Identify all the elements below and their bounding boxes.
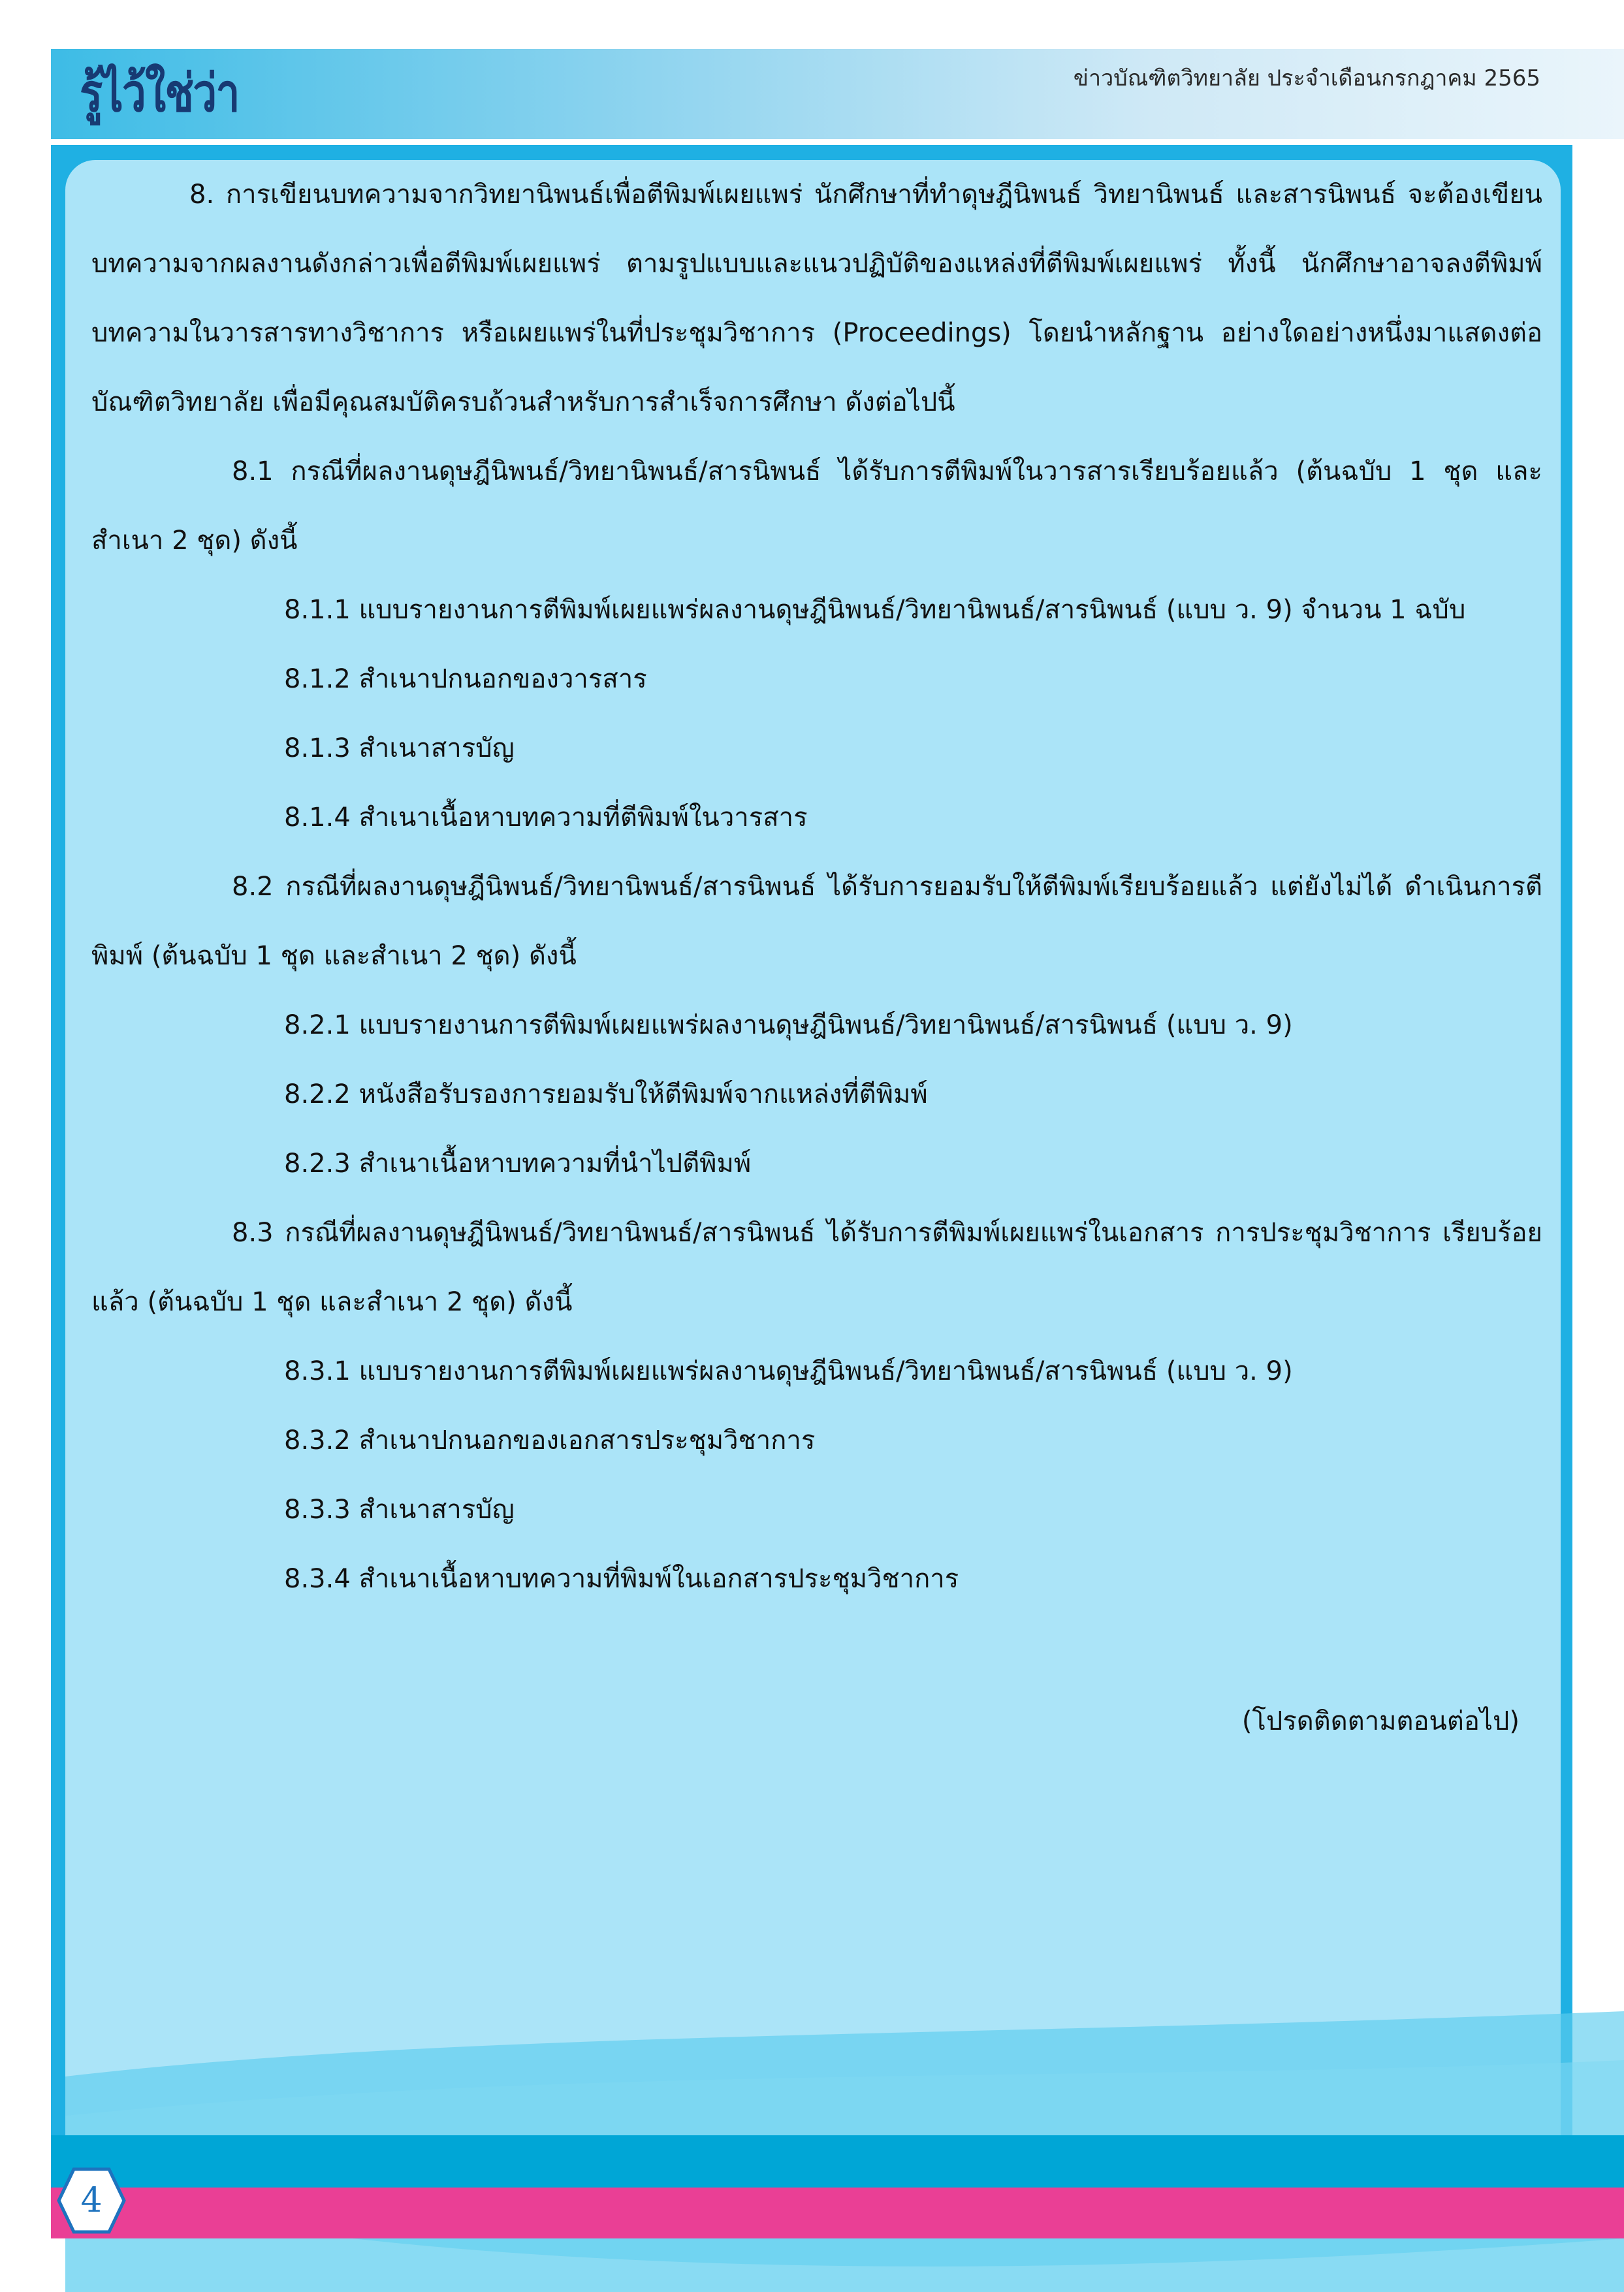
list-item-8-2-3: 8.2.3 สำเนาเนื้อหาบทความที่นำไปตีพิมพ์: [284, 1149, 752, 1179]
list-item-8-3-2: 8.3.2 สำเนาปกนอกของเอกสารประชุมวิชาการ: [284, 1425, 816, 1456]
list-item-8-3-4: 8.3.4 สำเนาเนื้อหาบทความที่พิมพ์ในเอกสารประชุมวิชาการ: [284, 1564, 959, 1594]
article-body: [91, 160, 1542, 1614]
section-title: รู้ไว้ใช่ว่า: [80, 63, 239, 123]
newsletter-issue-line: ข่าวบัณฑิตวิทยาลัย ประจำเดือนกรกฎาคม 2565: [1073, 65, 1540, 91]
paragraph-8-2: 8.2 กรณีที่ผลงานดุษฎีนิพนธ์/วิทยานิพนธ์/สารนิพนธ์ ได้รับการยอมรับให้ตีพิมพ์เรียบร้อยแล้ว แต่ยังไม่ได้ ดำเนินการตีพิมพ์ (ต้นฉบับ 1 ชุด และสำเนา 2 ชุด) ดังนี้: [91, 872, 1542, 971]
paragraph-8: 8. การเขียนบทความจากวิทยานิพนธ์เพื่อตีพิมพ์เผยแพร่ นักศึกษาที่ทำดุษฎีนิพนธ์ วิทยานิพนธ์ และสารนิพนธ์ จะต้องเขียนบทความจากผลงานดังกล่าวเพื่อตีพิมพ์เผยแพร่ ตามรูปแบบและแนวปฏิบัติของแหล่งที่ตีพิมพ์เผยแพร่ ทั้งนี้ นักศึกษาอาจลงตีพิมพ์บทความในวารสารทางวิชาการ หรือเผยแพร่ในที่ประชุมวิชาการ (Proceedings) โดยนำหลักฐาน อย่างใดอย่างหนึ่งมาแสดงต่อบัณฑิตวิทยาลัย เพื่อมีคุณสมบัติครบถ้วนสำหรับการสำเร็จการศึกษา ดังต่อไปนี้: [91, 180, 1542, 417]
paragraph-8-1: 8.1 กรณีที่ผลงานดุษฎีนิพนธ์/วิทยานิพนธ์/สารนิพนธ์ ได้รับการตีพิมพ์ในวารสารเรียบร้อยแล้ว (ต้นฉบับ 1 ชุด และสำเนา 2 ชุด) ดังนี้: [91, 456, 1542, 556]
list-item-8-1-2: 8.1.2 สำเนาปกนอกของวารสาร: [284, 664, 647, 694]
paragraph-8-3: 8.3 กรณีที่ผลงานดุษฎีนิพนธ์/วิทยานิพนธ์/สารนิพนธ์ ได้รับการตีพิมพ์เผยแพร่ในเอกสาร การประชุมวิชาการ เรียบร้อยแล้ว (ต้นฉบับ 1 ชุด และสำเนา 2 ชุด) ดังนี้: [91, 1218, 1542, 1317]
list-item-8-1-1: 8.1.1 แบบรายงานการตีพิมพ์เผยแพร่ผลงานดุษฎีนิพนธ์/วิทยานิพนธ์/สารนิพนธ์ (แบบ ว. 9) จำนวน 1 ฉบับ: [284, 595, 1466, 625]
list-item-8-2-2: 8.2.2 หนังสือรับรองการยอมรับให้ตีพิมพ์จากแหล่งที่ตีพิมพ์: [284, 1079, 928, 1109]
list-item-8-1-4: 8.1.4 สำเนาเนื้อหาบทความที่ตีพิมพ์ในวารสาร: [284, 803, 808, 833]
list-item-8-2-1: 8.2.1 แบบรายงานการตีพิมพ์เผยแพร่ผลงานดุษฎีนิพนธ์/วิทยานิพนธ์/สารนิพนธ์ (แบบ ว. 9): [284, 1010, 1293, 1040]
page-number: 4: [80, 2181, 103, 2220]
list-item-8-3-1: 8.3.1 แบบรายงานการตีพิมพ์เผยแพร่ผลงานดุษฎีนิพนธ์/วิทยานิพนธ์/สารนิพนธ์ (แบบ ว. 9): [284, 1356, 1293, 1386]
list-item-8-3-3: 8.3.3 สำเนาสารบัญ: [284, 1495, 515, 1525]
to-be-continued-note: (โปรดติดตามตอนต่อไป): [1241, 1706, 1520, 1736]
footer-wave-decoration: [0, 1992, 1624, 2292]
list-item-8-1-3: 8.1.3 สำเนาสารบัญ: [284, 733, 515, 763]
